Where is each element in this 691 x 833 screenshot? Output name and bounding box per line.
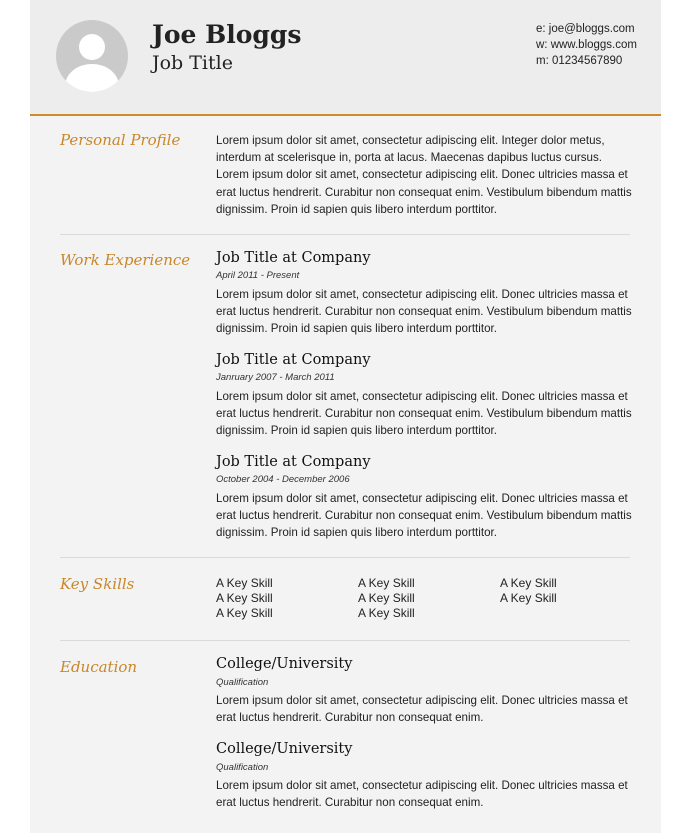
resume-page <box>30 0 661 833</box>
person-silhouette-icon <box>56 20 128 92</box>
profile-text: Lorem ipsum dolor sit amet, consectetur adipiscing elit. Integer dolor metus, interdum at scelerisque in, porta at lacus. Maecenas dapibus luctus cursus. Lorem ipsum dolor sit amet, consectetur adipiscing elit. Donec ultricies massa et erat luctus hendrerit. Curabitur non consequat enim. Vestibulum bibendum mattis dignissim. Proin id sapien quis libero interdum porttitor. <box>216 134 632 216</box>
job-description: Lorem ipsum dolor sit amet, consectetur adipiscing elit. Donec ultricies massa et erat luctus hendrerit. Curabitur non consequat enim. Vestibulum bibendum mattis dignissim. Proin id sapien quis libero interdum porttitor. <box>216 492 632 540</box>
section-divider <box>60 640 630 641</box>
section-divider <box>60 557 630 558</box>
skill-item: A Key Skill <box>500 591 557 605</box>
job-date: October 2004 - December 2006 <box>216 474 350 485</box>
section-divider <box>60 234 630 235</box>
contact-mobile: m: 01234567890 <box>536 55 623 67</box>
contact-details <box>536 21 637 69</box>
education-qualification: Qualification <box>216 762 269 773</box>
education-school: College/University <box>216 741 353 757</box>
skill-item: A Key Skill <box>500 576 557 590</box>
avatar-silhouette-graphic <box>56 20 128 92</box>
candidate-job-title: Job Title <box>152 52 233 74</box>
skill-item: A Key Skill <box>358 591 415 605</box>
job-date: Janruary 2007 - March 2011 <box>216 372 335 383</box>
section-title-work: Work Experience <box>60 251 191 269</box>
section-title-skills: Key Skills <box>60 575 135 593</box>
contact-email[interactable]: e: joe@bloggs.com <box>536 23 635 35</box>
education-description: Lorem ipsum dolor sit amet, consectetur adipiscing elit. Donec ultricies massa et erat luctus hendrerit. Curabitur non consequat enim. <box>216 694 628 725</box>
skill-item: A Key Skill <box>216 591 273 605</box>
job-title: Job Title at Company <box>216 454 371 470</box>
skill-item: A Key Skill <box>358 606 415 620</box>
education-description: Lorem ipsum dolor sit amet, consectetur adipiscing elit. Donec ultricies massa et erat luctus hendrerit. Curabitur non consequat enim. <box>216 779 628 810</box>
job-title: Job Title at Company <box>216 250 371 266</box>
skill-item: A Key Skill <box>216 576 273 590</box>
job-date: April 2011 - Present <box>216 270 300 281</box>
job-title: Job Title at Company <box>216 352 371 368</box>
contact-website[interactable]: w: www.bloggs.com <box>536 39 637 51</box>
skill-item: A Key Skill <box>216 606 273 620</box>
education-school: College/University <box>216 656 353 672</box>
job-description: Lorem ipsum dolor sit amet, consectetur adipiscing elit. Donec ultricies massa et erat luctus hendrerit. Curabitur non consequat enim. Vestibulum bibendum mattis dignissim. Proin id sapien quis libero interdum porttitor. <box>216 288 632 336</box>
candidate-name: Joe Bloggs <box>152 20 302 49</box>
job-description: Lorem ipsum dolor sit amet, consectetur adipiscing elit. Donec ultricies massa et erat luctus hendrerit. Curabitur non consequat enim. Vestibulum bibendum mattis dignissim. Proin id sapien quis libero interdum porttitor. <box>216 390 632 438</box>
section-title-profile: Personal Profile <box>60 131 181 149</box>
resume-header <box>30 0 661 116</box>
education-qualification: Qualification <box>216 677 269 688</box>
skill-item: A Key Skill <box>358 576 415 590</box>
section-title-education: Education <box>60 658 138 676</box>
